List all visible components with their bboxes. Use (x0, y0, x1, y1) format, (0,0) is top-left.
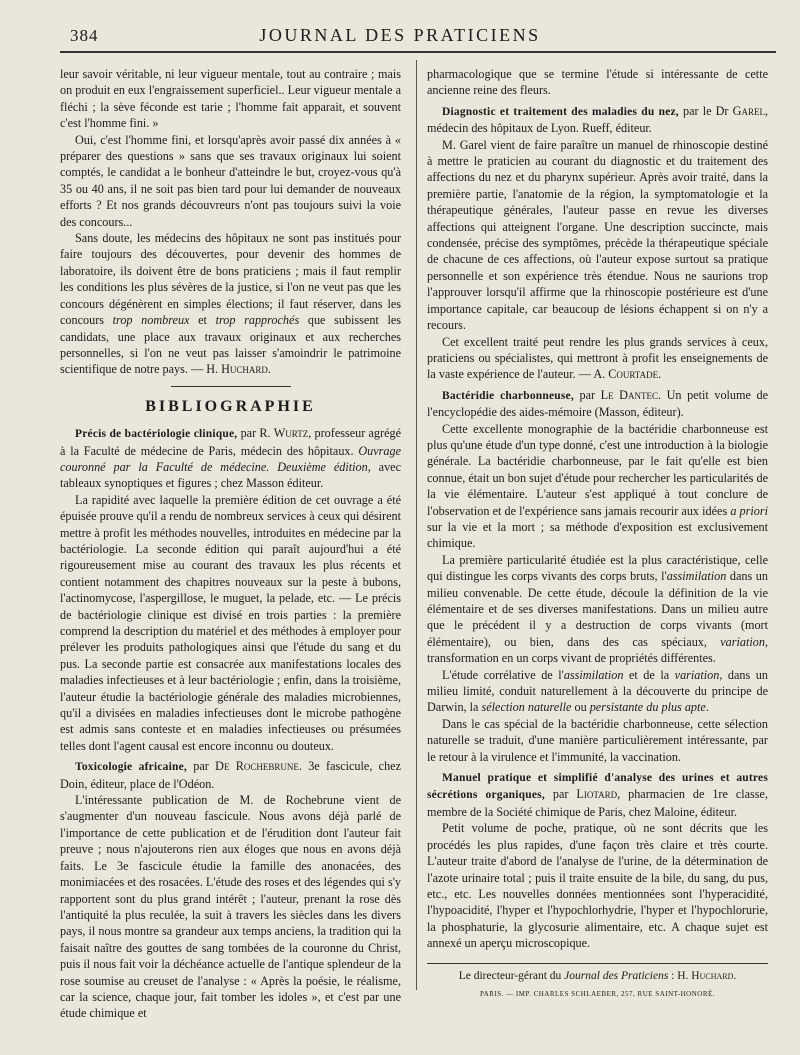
paragraph: Oui, c'est l'homme fini, et lorsqu'après avoir passé dix années à « préparer des questions » sans que ses travaux originaux lui soient comptés, le candidat a le bonheur d'atteindre le but, croyez-vous qu'à 35 ou 40 ans, il ne soit pas bien tard pour lui demander de nouveaux efforts ? Et nos grands découvreurs n'ont pas toujours suivi la voie des concours... (60, 132, 401, 229)
review-entry (427, 387, 768, 421)
text: . Un petit volume de l'encyclopédie des aides-mémoire (Masson, éditeur). (427, 387, 768, 420)
paragraph: leur savoir véritable, ni leur vigueur mentale, tout au contraire ; mais on produit en eux l'engraissement superficiel.. Leur vigueur mentale a fléchi ; la sève féconde est tarie ; l'homme fait apparait, et souvent c'est l'homme fini. » (60, 67, 401, 131)
text: Sans doute, les médecins des hôpitaux ne sont pas institués pour faire toujours des découvertes, pour devenir des hommes de laboratoire, ils doivent être de bons praticiens ; mais il faut remplir les conditions les plus sévères de la justice, si l'on ne veut pas que les concours dégénèrent en simples élections; il faut réserver, dans les concours (60, 231, 401, 328)
italic-text: assimilation (666, 569, 727, 584)
column-divider (416, 60, 417, 990)
director-line (427, 970, 768, 982)
text: dans un milieu convenable. De cette étude, découle la définition de la vie élémentaire et de ses diverses manifestations. Dans un milieu autre que le précédent il y a destruction de corps vivants (mort élémentaire), ou bien, dans des cas spéciaux, (427, 569, 768, 649)
text: La première particularité étudiée est la plus caractéristique, celle qui distingue les corps vivants des corps bruts, l' (427, 552, 768, 584)
italic-text: Ouvrage couronné par la Faculté de médecine. Deuxième édition, (60, 443, 401, 474)
review-entry (427, 103, 768, 137)
paragraph (60, 230, 401, 378)
author-name: Liotard (576, 787, 618, 802)
italic-text: assimilation (563, 667, 624, 682)
text: . (705, 700, 709, 715)
author-name: Garel (732, 103, 765, 118)
text: et (189, 313, 216, 328)
text: . 3e fascicule, chez Doin, éditeur, place de l'Odéon. (60, 759, 401, 791)
left-column (60, 66, 401, 1022)
header-rule (60, 51, 776, 53)
italic-text: trop nombreux (112, 313, 190, 328)
printer-imprint: PARIS. — IMP. CHARLES SCHLAEBER, 257, RUE SAINT-HONORÉ. (479, 990, 716, 998)
italic-text: a priori (730, 503, 769, 518)
italic-text: sélection naturelle (481, 700, 572, 715)
paragraph: pharmacologique que se termine l'étude si intéressante de cette ancienne reine des fleurs. (427, 67, 768, 98)
italic-text: variation (674, 667, 720, 682)
text: par R. (237, 426, 274, 441)
page-number: 384 (70, 26, 99, 45)
author-name: Wurtz (273, 426, 309, 441)
text: que subissent les candidats, une place aux travaux originaux et aux recherches personnelles, si l'on ne veut pas laisser s'amoindrir le patrimoine scientifique de notre pays. — H. (60, 313, 401, 377)
text: L'étude corrélative de l' (442, 667, 564, 682)
italic-text: trop rapprochés (215, 313, 300, 328)
text: par (544, 787, 577, 802)
paragraph (427, 552, 768, 667)
paragraph: La rapidité avec laquelle la première édition de cet ouvrage a été épuisée prouve qu'il a rendu de nombreux services à ceux qui désirent mettre à profit les méthodes nouvelles, introduites en médecine par la bactériologie. La seconde édition qui paraît aujourd'hui a été rigoureusement mise au courant des travaux les plus récents et contient notamment des chapitres nouveaux sur la peste à bubons, l'actinomycose, l'aspergillose, le muguet, la pelade, etc. — Le précis de bactériologie clinique est divisé en trois parties : la première comprend la description du matériel et des méthodes à employer pour prélever les produits pathologiques ainsi que l'étude du sang et du pus. La seconde partie est consacrée aux manifestations locales des maladies infectieuses et à leur bactériologie ; enfin, dans la troisième, l'auteur étudie la bactériologie générale des maladies microbiennes, qu'il a divisées en maladies infectieuses dont le microbe pathogène est admis sans conteste et en maladies infectieuses ou présumées telles dont l'agent causal est encore inconnu ou douteux. (60, 492, 401, 753)
italic-text: Journal des Praticiens (564, 970, 669, 982)
review-entry (60, 425, 401, 492)
review-entry (427, 769, 768, 820)
italic-text: variation (720, 634, 765, 649)
text: par (186, 759, 216, 774)
signature: Huchard. (691, 970, 737, 982)
text: , dans un milieu limité, conduit naturellement à la découverte du principe de Darwin, la (427, 667, 768, 715)
text: avec tableaux synoptiques et figures ; chez Masson éditeur. (60, 459, 401, 491)
page-footer (427, 963, 768, 998)
text: par (573, 387, 601, 402)
author-name: Le Dantec (600, 387, 658, 402)
section-rule (171, 386, 291, 387)
paragraph (427, 667, 768, 716)
text: , professeur agrégé à la Faculté de médecine de Paris, médecin des hôpitaux. (60, 426, 401, 458)
paragraph (427, 334, 768, 383)
section-heading: BIBLIOGRAPHIE (145, 397, 316, 415)
author-name: De Rochebrune (215, 759, 299, 774)
text: , pharmacien de 1re classe, membre de la Société chimique de Paris, chez Maloine, éditeur. (427, 787, 768, 819)
book-title: Toxicologie africaine, (75, 761, 187, 774)
text: sur la vie et la mort ; sa méthode d'exposition est exclusivement chimique. (427, 519, 768, 551)
italic-text: persistante du plus apte (589, 700, 706, 715)
book-title: Diagnostic et traitement des maladies du nez, (442, 105, 679, 118)
review-entry (60, 758, 401, 792)
book-title: Précis de bactériologie clinique, (75, 428, 238, 441)
signature: Courtade. (608, 367, 662, 382)
book-title: Bactéridie charbonneuse, (442, 389, 574, 402)
footer-rule (427, 963, 768, 964)
text: et de la (623, 667, 675, 682)
journal-title: JOURNAL DES PRATICIENS (259, 25, 541, 45)
text: Le directeur-gérant du (458, 970, 565, 982)
text: Cette excellente monographie de la bactéridie charbonneuse est plus qu'une étude d'un type donné, c'est une introduction à la biologie générale. La bactéridie charbonneuse, par le fait qu'elle est bien connue, était un bon sujet d'étude pour rechercher les particularités de la vie élémentaire. L'auteur s'est appliqué à tout conclure de l'observation et de l'expérience sans jamais recourir aux idées (427, 421, 768, 518)
text: ou (571, 700, 590, 715)
paragraph (427, 421, 768, 552)
paragraph: L'intéressante publication de M. de Rochebrune vient de s'augmenter d'un nouveau fascicule. Nous avons déjà parlé de l'importance de cette publication et de l'érudition dont l'auteur fait preuve ; nous n'ajouterons rien aux éloges que nous en avons déjà faits. Le 3e fascicule étudie la famille des anonacées, des monimiacées et des rosacées. L'étude des roses et des légendes qui s'y rapportent sont du plus grand intérêt ; l'auteur, prenant la rose dès l'antiquité la plus reculée, la suit à travers les siècles dans les divers pays, il nous montre sa grandeur aux temps anciens, la tradition qui la faisait naître des gouttes de sang tombées de la couronne du Christ, puis il nous fait voir la déchéance actuelle de l'antique splendeur de la rose soumise au creuset de l'analyse : « Après la poésie, le réalisme, car la science, chaque jour, fait tomber les idoles », et c'est par une étude chimique et (60, 793, 401, 1021)
paragraph: Petit volume de poche, pratique, où ne sont décrits que les procédés les plus rapides, d'une façon très claire et très courte. L'auteur traite d'abord de l'analyse de l'urine, de la détermination de l'azote urinaire total ; puis il traite ensuite de la bile, du sang, du pus, etc., etc. Les nouvelles données mentionnées sont l'hyperacidité, l'hypoacidité, l'hyper et l'hypochlorhydrie, l'hyper et l'hypochlorurie, la phosphaturie, la glycosurie alimentaire, etc. A chaque sujet est annexé un aperçu microscopique. (427, 821, 768, 951)
right-column (427, 66, 768, 952)
text: , médecin des hôpitaux de Lyon. Rueff, éditeur. (427, 103, 768, 136)
paragraph: Dans le cas spécial de la bactéridie charbonneuse, cette sélection naturelle se traduit, d'une manière particulièrement intéressante, par le retour à la virulence et l'immunité, la vaccination. (427, 716, 768, 764)
text: : H. (668, 970, 692, 982)
text: par le Dr (678, 103, 733, 118)
signature: Huchard. (221, 362, 271, 377)
text: , transformation en un corps vivant de propriétés différentes. (427, 634, 768, 666)
paragraph: M. Garel vient de faire paraître un manuel de rhinoscopie destiné à mettre le praticien au courant du diagnostic et du traitement des affections du nez et du pharynx supérieur. Après avoir traité, dans la première partie, l'anatomie de la région, la symptomatologie et la thérapeutique générales, l'auteur passe en revue les diverses affections qui atteignent l'organe. Une description succincte, mais condensée, précise des symptômes, précède la thérapeutique spéciale de chacune de ces affections, où l'auteur expose surtout sa pratique personnelle et son expérience très étendue. Nous ne saurions trop l'approuver lorsqu'il affirme que la rhinoscopie postérieure est d'une importance capitale, car beaucoup de lésions échappent si on n'y a recours. (427, 137, 768, 333)
book-title: Manuel pratique et simplifié d'analyse des urines et autres sécrétions organiques, (427, 772, 768, 802)
text: Cet excellent traité peut rendre les plus grands services à ceux, praticiens ou spécialistes, qui mettront à profit les enseignements de la vaste expérience de l'auteur. — A. (427, 334, 768, 382)
